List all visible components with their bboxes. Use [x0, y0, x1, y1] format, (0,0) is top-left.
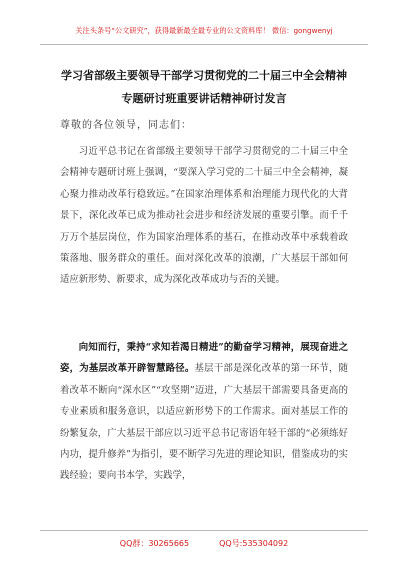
footer-qq-group: QQ群：30265665 — [119, 539, 190, 548]
footer-divider — [40, 530, 368, 531]
footer — [40, 538, 368, 549]
document-title: 学习省部级主要领导干部学习贯彻党的二十届三中全会精神专题研讨班重要讲话精神研讨发言 — [61, 69, 347, 105]
footer-qq-number: QQ号:535304092 — [219, 539, 289, 548]
salutation: 尊敬的各位领导，同志们： — [60, 120, 192, 131]
header-banner: 关注头条号“公文研究”，获得最新最全最专业的公文资料库！ 微信：gongwenyj — [75, 26, 333, 35]
paragraph-2-lead: 向知而行，秉持“求知若渴日精进”的勤奋学习精神，展现奋进之姿，为基层改革开辟智慧路径。 — [60, 342, 348, 375]
paragraph-2 — [60, 337, 348, 487]
paragraph-2-body: 基层干部是深化改革的第一环节，随着改革不断向“深水区”“攻坚期”迈进，广大基层干部需要具备更高的专业素质和服务意识，以适应新形势下的工作需求。面对基层工作的纷繁复杂，广大基层干部应以习近平总书记寄语年轻干部的“必须练好内功，提升修养”为指引，要不断学习先进的理论知识，借鉴成功的实践经验；要向书本学，实践学， — [60, 363, 348, 482]
paragraph-1: 习近平总书记在省部级主要领导干部学习贯彻党的二十届三中全会精神专题研讨班上强调，“要深入学习党的二十届三中全会精神，凝心聚力推动改革行稳致远。”在国家治理体系和治理能力现代化的大背景下，深化改革已成为推动社会进步和经济发展的重要引擎。而千千万万个基层岗位，作为国家治理体系的基石，在推动改革中承载着政策落地、服务群众的重任。面对深化改革的浪潮，广大基层干部如何适应新形势、新要求，成为深化改革成功与否的关键。 — [60, 146, 348, 286]
header-divider — [40, 44, 368, 45]
